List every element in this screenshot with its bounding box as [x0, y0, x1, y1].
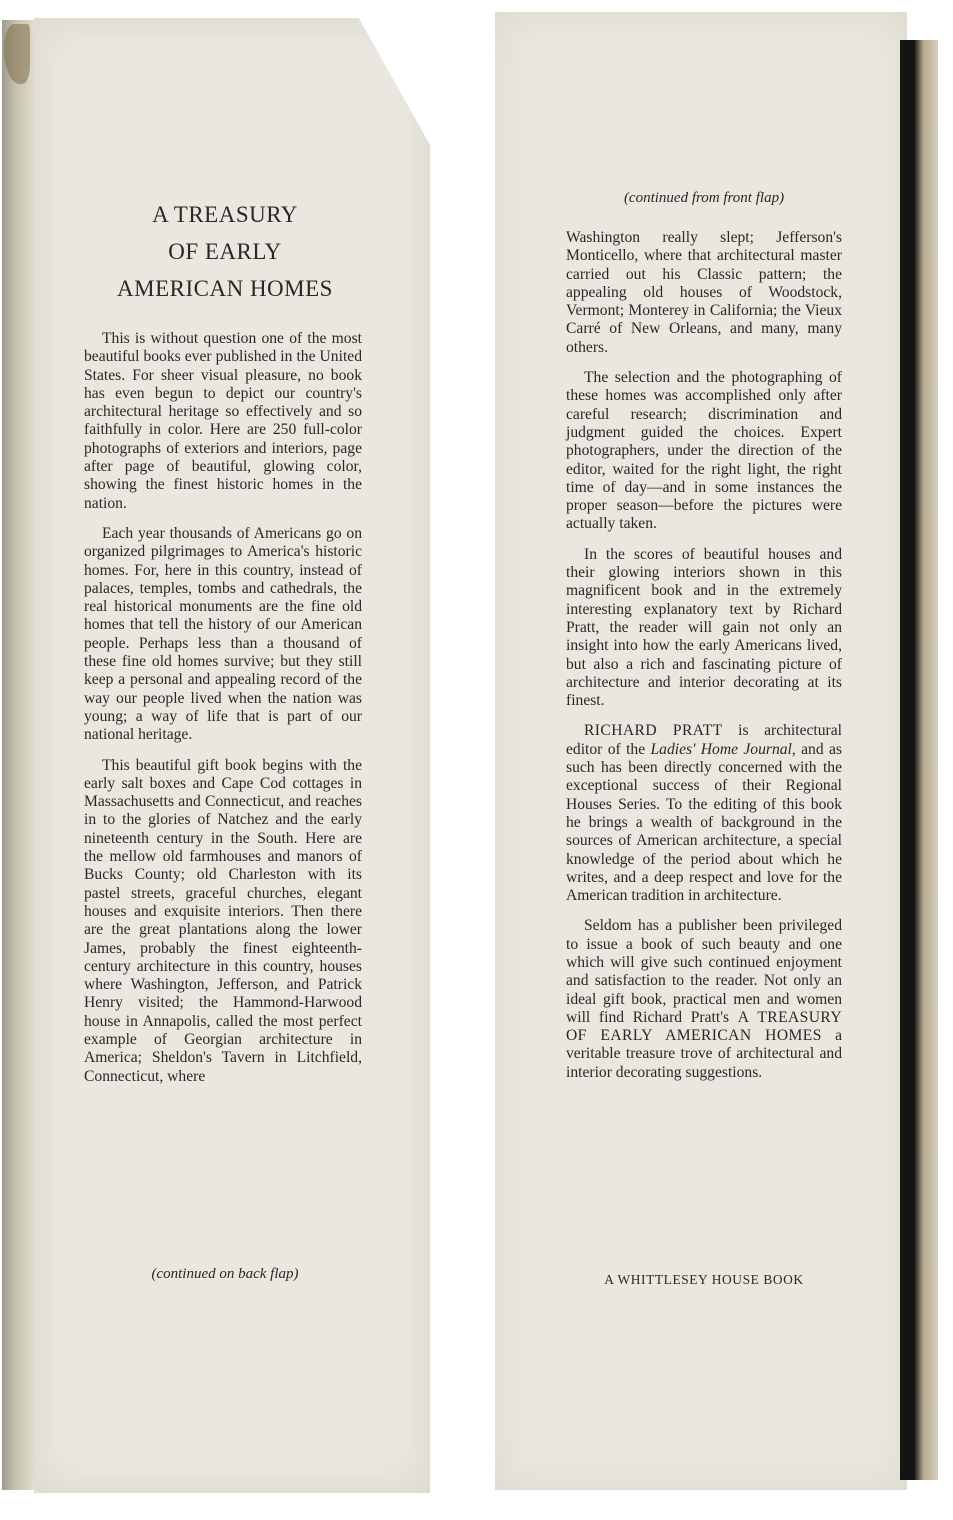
title-line: OF EARLY	[168, 239, 282, 264]
front-paragraph: This is without question one of the most beautiful books ever published in the United States. For sheer visual pleasure, no book has even begun to depict our country's architectural heritage so effectively and so faithfully in color. Here are 250 full-color photographs of exteriors and interiors, page after page of beautiful, glowing color, showing the finest historic homes in the nation.	[84, 330, 362, 512]
title-line: A TREASURY	[152, 202, 298, 227]
continued-on-back-note: (continued on back flap)	[151, 1266, 299, 1282]
author-bio-paragraph	[566, 722, 842, 905]
closing-text: a veritable treasure trove of architectural and interior decorating suggestions.	[566, 1027, 842, 1081]
front-flap-text	[84, 330, 362, 1098]
publisher-line: A WHITTLESEY HOUSE BOOK	[604, 1272, 804, 1287]
bio-text: , and as such has been directly concerned with the exceptional success of their Regional Houses Series. To the editing of this book he brings a wealth of background in the sources of American architecture, a special knowledge of the period about which he writes, and a deep respect and love for the American tradition in architecture.	[566, 740, 842, 905]
back-paragraph: The selection and the photographing of these homes was accomplished only after careful research; discrimination and judgment guided the choices. Expert photographers, under the direction of the editor, waited for the right light, the right time of day—and in some instances the proper season—before the pictures were actually taken.	[566, 369, 842, 533]
title-line: AMERICAN HOMES	[117, 276, 333, 301]
magazine-name: Ladies' Home Journal	[650, 740, 792, 758]
back-flap-text	[566, 229, 842, 1094]
book-title	[84, 196, 366, 307]
author-name: RICHARD PRATT	[584, 722, 723, 740]
back-paragraph: In the scores of beautiful houses and their glowing interiors shown in this magnificent book and in the extremely interesting explanatory text by Richard Pratt, the reader will gain not only an insight into how the early Americans lived, but also a rich and fascinating picture of architecture and interior decorating at its finest.	[566, 545, 842, 710]
book-title-inline: A TREASURY OF EARLY AMERICAN HOMES	[566, 1008, 843, 1045]
front-paragraph: This beautiful gift book begins with the early salt boxes and Cape Cod cottages in Massachusetts and Connecticut, and reaches in to the glories of Natchez and the early nineteenth century in the South. Here are the mellow old farmhouses and manors of Bucks County; old Charleston with its pastel streets, graceful churches, elegant houses and exquisite interiors. Then there are the great plantations along the lower James, probably the finest eighteenth-century architecture in this country, houses where Washington, Jefferson, and Patrick Henry visited; the Hammond-Harwood house in Annapolis, called the most perfect example of Georgian architecture in America; Sheldon's Tavern in Litchfield, Connecticut, where	[84, 756, 362, 1085]
continued-from-front-note: (continued from front flap)	[623, 190, 785, 206]
closing-text: Seldom has a publisher been privileged to issue a book of such beauty and one which will give such continued enjoyment and satisfaction to the reader. Not only an ideal gift book, practical men and women will find Richard Pratt's	[566, 917, 842, 1026]
front-paragraph: Each year thousands of Americans go on organized pilgrimages to America's historic homes. For, here in this country, instead of palaces, temples, tombs and cathedrals, the real historical monuments are the fine old homes that tell the history of our American people. Perhaps less than a thousand of these fine old homes survive; but they still keep a personal and appealing record of the way our people lived when the nation was young; a way of life that is part of our national heritage.	[84, 524, 362, 744]
closing-paragraph	[566, 917, 842, 1082]
bio-text: is architectural editor of the	[566, 722, 842, 758]
back-paragraph: Washington really slept; Jefferson's Monticello, where that architectural master carried out his Classic pattern; the appealing old houses of Woodstock, Vermont; Monterey in California; the Vieux Carré of New Orleans, and many, many others.	[566, 229, 842, 356]
spine-edge	[914, 40, 938, 1480]
